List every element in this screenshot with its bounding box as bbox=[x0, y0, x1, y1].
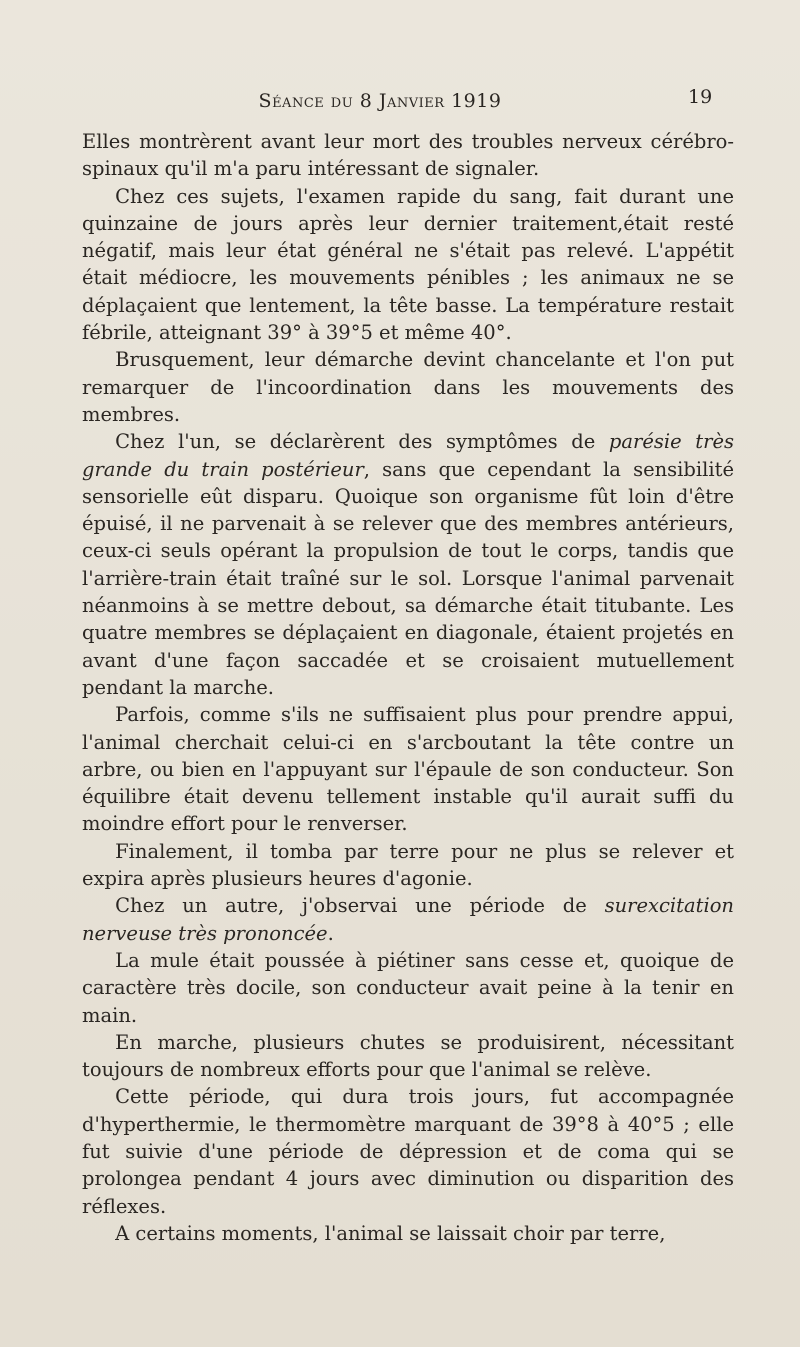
italic-text: surexcitation nerveuse très prononcée bbox=[82, 894, 734, 945]
paragraph bbox=[82, 892, 734, 947]
paragraph-text: Chez l'un, se déclarèrent des symptômes de bbox=[115, 430, 609, 454]
paragraph bbox=[82, 128, 734, 183]
paragraph bbox=[82, 346, 734, 428]
paragraph-text: Brusquement, leur démarche devint chancelante et l'on put remarquer de l'incoordination dans les mouvements des membres. bbox=[82, 348, 734, 426]
paragraph bbox=[82, 1220, 734, 1247]
running-head-prefix: Séance du bbox=[258, 90, 360, 112]
page-number: 19 bbox=[688, 86, 713, 108]
italic-text: parésie très grande du train postérieur bbox=[82, 430, 734, 481]
body-text bbox=[82, 128, 734, 1247]
paragraph bbox=[82, 701, 734, 837]
paragraph bbox=[82, 1029, 734, 1084]
paragraph-text: Cette période, qui dura trois jours, fut accompagnée d'hyperthermie, le thermomètre marquant de 39°8 à 40°5 ; elle fut suivie d'une période de dépression et de coma qui se prolongea pendant 4 jours avec diminution ou disparition des réflexes. bbox=[82, 1085, 734, 1218]
paragraph-text: . bbox=[327, 921, 334, 945]
paragraph-text: La mule était poussée à piétiner sans cesse et, quoique de caractère très docile, son conducteur avait peine à la tenir en main. bbox=[82, 948, 734, 1027]
paragraph-text: En marche, plusieurs chutes se produisirent, nécessitant toujours de nombreux efforts pour que l'animal se relève. bbox=[82, 1030, 734, 1082]
page-header bbox=[0, 86, 800, 116]
paragraph-text: Chez ces sujets, l'examen rapide du sang, fait durant une quinzaine de jours après leur dernier traitement,était resté négatif, mais leur état général ne s'était pas relevé. L'appétit était médiocre, les mouvements pénibles ; les animaux ne se déplaçaient que lentement, la tête basse. La température restait fébrile, atteignant 39° à 39°5 et même 40°. bbox=[82, 184, 734, 345]
paragraph bbox=[82, 183, 734, 347]
paragraph-text: Elles montrèrent avant leur mort des troubles nerveux cérébro-spinaux qu'il m'a paru intéressant de signaler. bbox=[82, 130, 734, 181]
running-head-suffix: Janvier 1919 bbox=[372, 90, 502, 112]
paragraph-text: , sans que cependant la sensibilité sensorielle eût disparu. Quoique son organisme fût loin d'être épuisé, il ne parvenait à se relever que des membres antérieurs, ceux-ci seuls opérant la propulsion de tout le corps, tandis que l'arrière-train était traîné sur le sol. Lorsque l'animal parvenait néanmoins à se mettre debout, sa démarche était titubante. Les quatre membres se déplaçaient en diagonale, étaient projetés en avant d'une façon saccadée et se croisaient mutuellement pendant la marche. bbox=[82, 457, 734, 699]
paragraph-text: Chez un autre, j'observai une période de bbox=[115, 894, 605, 918]
paragraph bbox=[82, 1083, 734, 1219]
paragraph-text: A certains moments, l'animal se laissait choir par terre, bbox=[115, 1221, 666, 1245]
paragraph bbox=[82, 947, 734, 1029]
paragraph-text: Parfois, comme s'ils ne suffisaient plus pour prendre appui, l'animal cherchait celui-ci en s'arcboutant la tête contre un arbre, ou bien en l'appuyant sur l'épaule de son conducteur. Son équilibre était devenu tellement instable qu'il aurait suffi du moindre effort pour le renverser. bbox=[82, 703, 734, 836]
paragraph bbox=[82, 838, 734, 893]
paragraph bbox=[82, 428, 734, 701]
paragraph-text: Finalement, il tomba par terre pour ne plus se relever et expira après plusieurs heures d'agonie. bbox=[82, 839, 734, 891]
running-head bbox=[0, 90, 760, 112]
running-head-day: 8 bbox=[359, 90, 373, 112]
